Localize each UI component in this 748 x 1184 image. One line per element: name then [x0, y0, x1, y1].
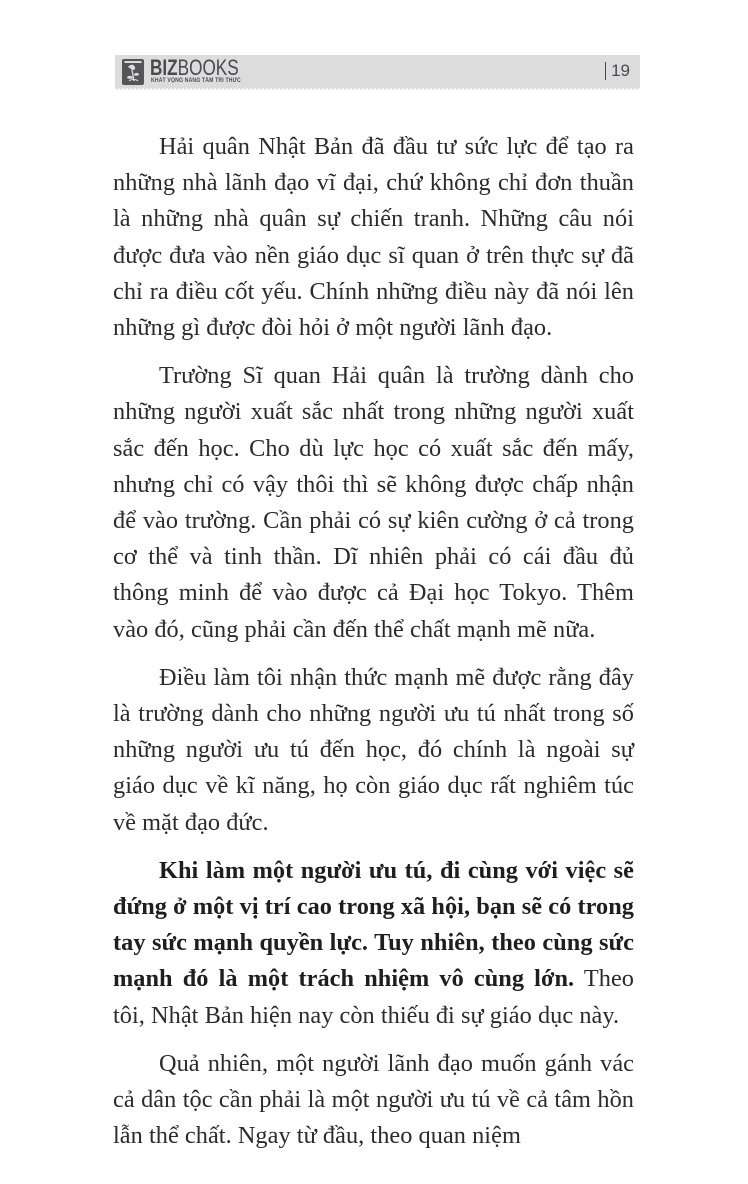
paragraph-2: Trường Sĩ quan Hải quân là trường dành cho những người xuất sắc nhất trong những người xuất sắc đến học. Cho dù lực học có xuất sắc đến mấy, nhưng chỉ có vậy thôi thì sẽ không được chấp nhận để vào trường. Cần phải có sự kiên cường ở cả trong cơ thể và tinh thần. Dĩ nhiên phải có cái đầu đủ thông minh để vào được cả Đại học Tokyo. Thêm vào đó, cũng phải cần đến thể chất mạnh mẽ nữa.: [113, 362, 634, 643]
paragraph-4: [113, 853, 634, 1034]
brand-tagline: KHÁT VỌNG NÂNG TẦM TRI THỨC: [151, 78, 241, 84]
page-number: [605, 61, 630, 81]
book-flower-icon: [122, 59, 144, 85]
paragraph-3: Điều làm tôi nhận thức mạnh mẽ được rằng đây là trường dành cho những người ưu tú nhất trong số những người ưu tú đến học, đó chính là ngoài sự giáo dục về kĩ năng, họ còn giáo dục rất nghiêm túc về mặt đạo đức.: [113, 663, 634, 836]
brand-logo: [150, 56, 239, 80]
brand-name-bold: BIZ: [150, 55, 178, 80]
brand-name-light: BOOKS: [177, 55, 239, 80]
page-number-value: 19: [611, 61, 630, 80]
paragraph-5: Quả nhiên, một người lãnh đạo muốn gánh vác cả dân tộc cần phải là một người ưu tú về cả tâm hồn lẫn thể chất. Ngay từ đầu, theo quan niệm: [113, 1049, 634, 1150]
paragraph-4-rest: Theo tôi, Nhật Bản hiện nay còn thiếu đi sự giáo dục này.: [113, 965, 634, 1029]
separator: [605, 62, 606, 80]
page-body: [113, 129, 634, 1166]
emphasis-text: Khi làm một người ưu tú, đi cùng với việc sẽ đứng ở một vị trí cao trong xã hội, bạn sẽ có trong tay sức mạnh quyền lực. Tuy nhiên, theo cùng sức mạnh đó là một trách nhiệm vô cùng lớn.: [113, 856, 634, 993]
paragraph-1: Hải quân Nhật Bản đã đầu tư sức lực để tạo ra những nhà lãnh đạo vĩ đại, chứ không chỉ đơn thuần là những nhà quân sự chiến tranh. Những câu nói được đưa vào nền giáo dục sĩ quan ở trên thực sự đã chỉ ra điều cốt yếu. Chính những điều này đã nói lên những gì được đòi hỏi ở một người lãnh đạo.: [113, 133, 634, 342]
running-header: [115, 55, 640, 88]
